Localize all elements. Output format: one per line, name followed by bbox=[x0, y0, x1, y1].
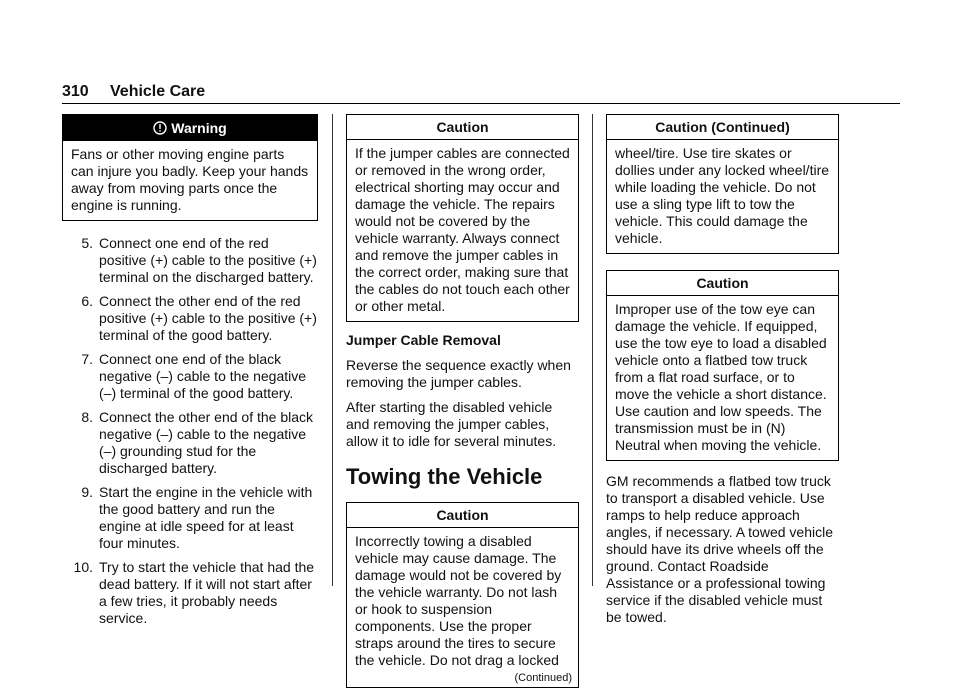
continued-label: (Continued) bbox=[514, 672, 572, 684]
step-number: 7. bbox=[81, 351, 93, 367]
caution-box-continued bbox=[606, 114, 839, 254]
warning-title: Warning bbox=[171, 120, 227, 136]
caution-title: Caution bbox=[347, 115, 578, 140]
step-text: Connect one end of the black negative (–) cable to the negative (–) terminal of the good battery. bbox=[99, 351, 307, 401]
caution-title: Caution (Continued) bbox=[607, 115, 838, 140]
caution-box bbox=[606, 270, 839, 461]
column-1 bbox=[62, 114, 318, 634]
step-number: 5. bbox=[81, 235, 93, 251]
steps-list bbox=[62, 235, 318, 627]
list-item bbox=[62, 559, 318, 627]
page-number: 310 bbox=[62, 83, 89, 100]
towing-heading: Towing the Vehicle bbox=[346, 464, 543, 489]
step-text: Connect the other end of the red positive (+) cable to the positive (+) terminal of the good battery. bbox=[99, 293, 317, 343]
caution-text: If the jumper cables are connected or removed in the wrong order, electrical shorting may occur and damage the vehicle. The repairs would not be covered by the vehicle warranty. Always connect and remove the jumper cables in the correct order, making sure that the cables do not touch each other or other metal. bbox=[355, 145, 570, 314]
section-title: Vehicle Care bbox=[110, 83, 206, 100]
column-2 bbox=[346, 114, 579, 688]
paragraph: Reverse the sequence exactly when removing the jumper cables. bbox=[346, 357, 571, 390]
list-item bbox=[62, 235, 318, 286]
step-text: Try to start the vehicle that had the dead battery. If it will not start after a few tries, it probably needs service. bbox=[99, 559, 315, 626]
step-text: Connect the other end of the black negative (–) cable to the negative (–) grounding stud for the discharged battery. bbox=[99, 409, 314, 476]
step-number: 9. bbox=[81, 484, 93, 500]
caution-title: Caution bbox=[347, 503, 578, 528]
caution-title: Caution bbox=[607, 271, 838, 296]
caution-text: wheel/tire. Use tire skates or dollies under any locked wheel/tire while loading the vehicle. Do not use a sling type lift to tow the vehicle. This could damage the vehicle. bbox=[615, 145, 830, 246]
warning-text: Fans or other moving engine parts can injure you badly. Keep your hands away from moving parts once the engine is running. bbox=[71, 146, 309, 213]
list-item bbox=[62, 484, 318, 552]
header-rule bbox=[62, 103, 900, 104]
caution-text: Improper use of the tow eye can damage the vehicle. If equipped, use the tow eye to load a disabled vehicle onto a flatbed tow truck from a flat road surface, or to move the vehicle a short distance. Use caution and low speeds. The transmission must be in (N) Neutral when moving the vehicle. bbox=[615, 301, 827, 453]
paragraph: After starting the disabled vehicle and removing the jumper cables, allow it to idle for several minutes. bbox=[346, 399, 557, 449]
paragraph: GM recommends a flatbed tow truck to transport a disabled vehicle. Use ramps to help reduce approach angles, if necessary. A towed vehicle should have its drive wheels off the ground. Contact Roadside Assistance or a professional towing service if the disabled vehicle must be towed. bbox=[606, 473, 833, 625]
warning-header bbox=[63, 115, 317, 141]
step-text: Start the engine in the vehicle with the good battery and run the engine at idle speed for at least four minutes. bbox=[99, 484, 313, 551]
list-item bbox=[62, 351, 318, 402]
step-number: 10. bbox=[73, 559, 93, 575]
step-text: Connect one end of the red positive (+) cable to the positive (+) terminal on the discharged battery. bbox=[99, 235, 317, 285]
caution-box bbox=[346, 502, 579, 688]
column-3 bbox=[606, 114, 839, 626]
jumper-cable-removal-heading: Jumper Cable Removal bbox=[346, 332, 501, 348]
column-divider bbox=[592, 114, 593, 586]
list-item bbox=[62, 293, 318, 344]
step-number: 8. bbox=[81, 409, 93, 425]
caution-text: Incorrectly towing a disabled vehicle may cause damage. The damage would not be covered by the vehicle warranty. Do not lash or hook to suspension components. Use the proper straps around the tires to secure the vehicle. Do not drag a locked bbox=[355, 533, 562, 668]
column-divider bbox=[332, 114, 333, 586]
list-item bbox=[62, 409, 318, 477]
step-number: 6. bbox=[81, 293, 93, 309]
caution-box bbox=[346, 114, 579, 322]
warning-box bbox=[62, 114, 318, 221]
warning-triangle-icon bbox=[153, 121, 167, 135]
